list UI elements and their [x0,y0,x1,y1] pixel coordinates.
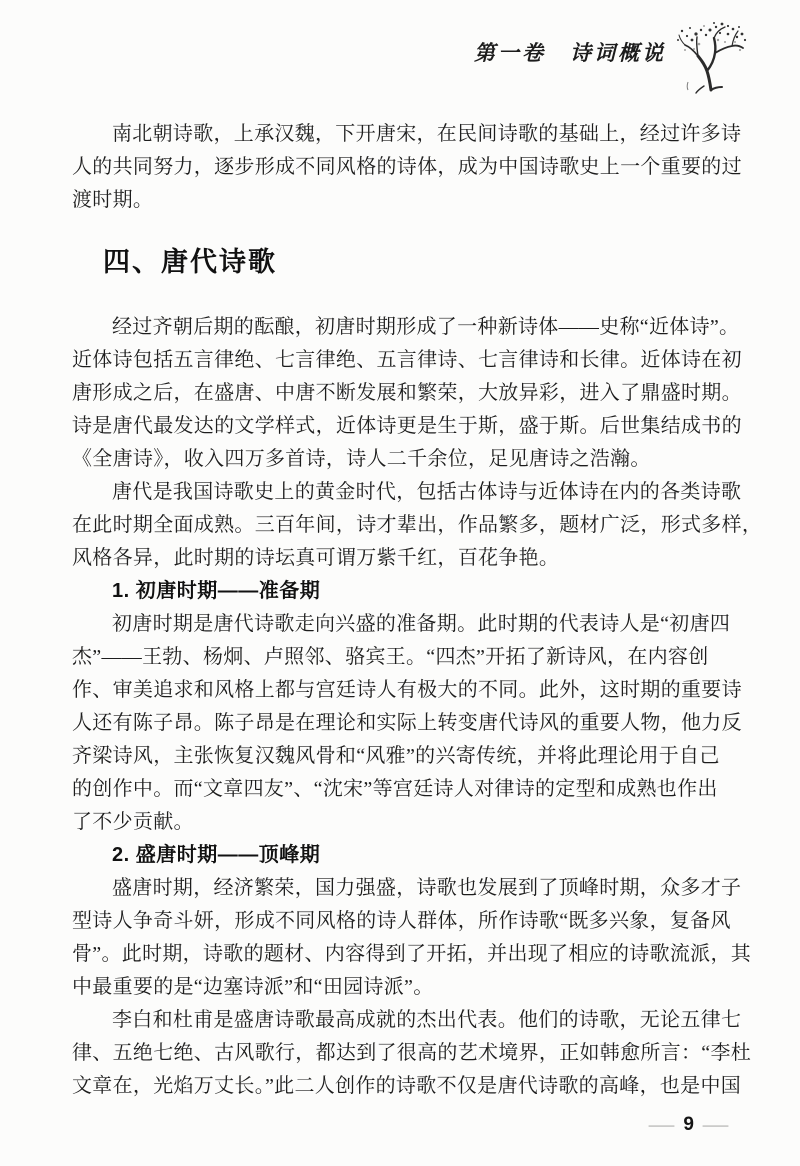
text-line: 初唐时期是唐代诗歌走向兴盛的准备期。此时期的代表诗人是“初唐四 [112,613,731,635]
subsection-heading-2: 2. 盛唐时期——顶峰期 [112,844,321,866]
text-line: 风格各异，此时期的诗坛真可谓万紫千红，百花争艳。 [72,547,560,569]
text-line: 唐形成之后，在盛唐、中唐不断发展和繁荣，大放异彩，进入了鼎盛时期。 [72,382,742,404]
text-line: 《全唐诗》，收入四万多首诗，诗人二千余位，足见唐诗之浩瀚。 [72,448,651,470]
text-line: 经过齐朝后期的酝酿，初唐时期形成了一种新诗体——史称“近体诗”。 [112,316,740,338]
page-footer [649,1114,729,1135]
text-line: 盛唐时期，经济繁荣，国力强盛，诗歌也发展到了顶峰时期，众多才子 [112,877,742,899]
text-line: 作、审美追求和风格上都与宫廷诗人有极大的不同。此外，这时期的重要诗 [72,679,742,701]
text-line: 诗是唐代最发达的文学样式，近体诗更是生于斯，盛于斯。后世集结成书的 [72,415,742,437]
text-line: 唐代是我国诗歌史上的黄金时代，包括古体诗与近体诗在内的各类诗歌 [112,481,742,503]
text-line: 骨”。此时期，诗歌的题材、内容得到了开拓，并出现了相应的诗歌流派，其 [72,943,752,965]
text-line: 杰”——王勃、杨炯、卢照邻、骆宾王。“四杰”开拓了新诗风，在内容创 [72,646,709,668]
text-line: 文章在，光焰万丈长。”此二人创作的诗歌不仅是唐代诗歌的高峰，也是中国 [72,1075,742,1097]
section-heading: 四、唐代诗歌 [103,247,277,277]
page-body [72,118,763,1103]
footer-right-dash: — [702,1115,729,1134]
text-line: 齐梁诗风，主张恢复汉魏风骨和“风雅”的兴寄传统，并将此理论用于自己 [72,745,720,767]
text-line: 人还有陈子昂。陈子昂是在理论和实际上转变唐代诗风的重要人物，他力反 [72,712,742,734]
running-head [474,20,750,96]
footer-left-dash: — [649,1115,675,1134]
text-line: 型诗人争奇斗妍，形成不同风格的诗人群体，所作诗歌“既多兴象，复备风 [72,910,731,932]
text-line: 在此时期全面成熟。三百年间，诗才辈出，作品繁多，题材广泛，形式多样， [72,514,763,536]
text-line: 李白和杜甫是盛唐诗歌最高成就的杰出代表。他们的诗歌，无论五律七 [112,1009,742,1031]
text-line: 的创作中。而“文章四友”、“沈宋”等宫廷诗人对律诗的定型和成熟也作出 [72,778,718,800]
text-line: 了不少贡献。 [72,811,194,833]
ink-tree-illustration [670,20,750,96]
subsection-heading-1: 1. 初唐时期——准备期 [112,580,321,602]
text-line: 渡时期。 [72,189,154,211]
text-line: 近体诗包括五言律绝、七言律绝、五言律诗、七言律诗和长律。近体诗在初 [72,349,742,371]
volume-title: 第一卷 诗词概说 [474,41,666,65]
text-line: 南北朝诗歌，上承汉魏，下开唐宋，在民间诗歌的基础上，经过许多诗 [112,123,742,145]
text-line: 中最重要的是“边塞诗派”和“田园诗派”。 [72,976,434,998]
text-line: 律、五绝七绝、古风歌行，都达到了很高的艺术境界，正如韩愈所言：“李杜 [72,1042,752,1064]
text-line: 人的共同努力，逐步形成不同风格的诗体，成为中国诗歌史上一个重要的过 [72,156,742,178]
page-number: 9 [683,1114,694,1135]
